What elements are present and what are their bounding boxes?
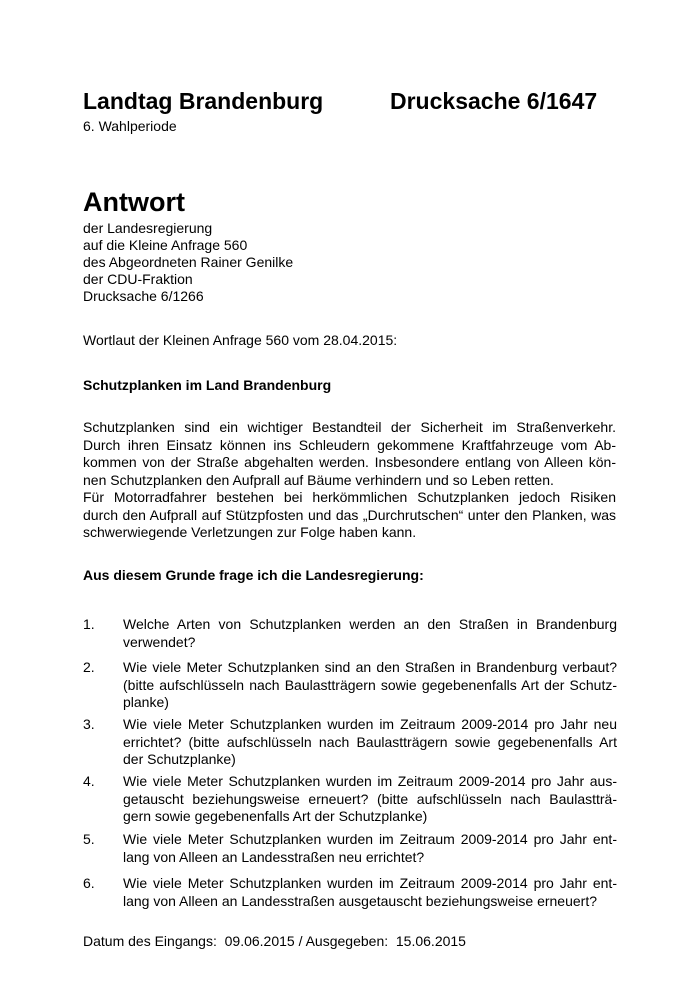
preamble-line: schwerwiegende Verletzungen zur Folge haben kann. (83, 524, 417, 540)
question-number: 4. (83, 773, 95, 789)
document-type-title: Antwort (83, 187, 185, 217)
inquiry-intro: Wortlaut der Kleinen Anfrage 560 vom 28.04.2015: (83, 332, 398, 348)
question-line: Wie viele Meter Schutzplanken wurden im Zeitraum 2009-2014 pro Jahr neu (123, 716, 617, 732)
answer-line: der CDU-Fraktion (83, 271, 193, 287)
preamble-line: Schutzplanken sind ein wichtiger Bestandteil der Sicherheit im Straßenverkehr. (83, 419, 616, 435)
question-line: lang von Alleen an Landesstraßen ausgetauscht beziehungsweise erneuert? (123, 892, 597, 909)
question-line: Wie viele Meter Schutzplanken wurden im Zeitraum 2009-2014 pro Jahr ent- (123, 831, 617, 847)
question-line: der Schutzplanke) (123, 751, 236, 767)
question-line: verwendet? (123, 633, 196, 650)
receipt-and-issue-dates: Datum des Eingangs: 09.06.2015 / Ausgegeben: 15.06.2015 (83, 933, 466, 949)
parliament-name: Landtag Brandenburg (83, 88, 324, 114)
preamble-line: kommen von der Straße abgehalten werden. Insbesondere entlang von Alleen kön- (83, 454, 616, 470)
question-line: lang von Alleen an Landesstraßen neu errichtet? (123, 848, 425, 865)
question-item (83, 875, 617, 911)
answer-details (83, 220, 293, 305)
question-line: Wie viele Meter Schutzplanken sind an den Straßen in Brandenburg verbaut? (123, 659, 617, 675)
preamble-paragraph (83, 419, 616, 542)
question-number: 5. (83, 831, 95, 847)
electoral-period: 6. Wahlperiode (83, 118, 177, 134)
question-line: planke) (123, 694, 169, 710)
question-line: getauscht beziehungsweise erneuert? (bitte aufschlüsseln nach Baulastträ- (123, 790, 617, 807)
question-item (83, 716, 617, 770)
question-line: errichtet? (bitte aufschlüsseln nach Baulastträgern sowie gegebenenfalls Art (123, 733, 617, 750)
question-line: gern sowie gegebenenfalls Art der Schutzplanke) (123, 808, 428, 824)
preamble-line: durch den Aufprall auf Stützpfosten und das „Durchrutschen“ unter den Planken, was (83, 506, 616, 523)
preamble-line: Für Motorradfahrer bestehen bei herkömmlichen Schutzplanken jedoch Risiken (83, 489, 616, 505)
question-number: 6. (83, 875, 95, 891)
question-line: Welche Arten von Schutzplanken werden an den Straßen in Brandenburg (123, 616, 617, 632)
document-number: Drucksache 6/1647 (390, 88, 598, 114)
answer-line: Drucksache 6/1266 (83, 288, 204, 304)
question-item (83, 831, 617, 867)
question-item (83, 616, 617, 650)
question-line: Wie viele Meter Schutzplanken wurden im Zeitraum 2009-2014 pro Jahr ent- (123, 875, 617, 891)
answer-line: der Landesregierung (83, 220, 213, 236)
questions-heading: Aus diesem Grunde frage ich die Landesregierung: (83, 567, 424, 583)
question-item (83, 773, 617, 827)
inquiry-subject: Schutzplanken im Land Brandenburg (83, 377, 332, 393)
preamble-line: Durch ihren Einsatz können ins Schleudern gekommene Kraftfahrzeuge vom Ab- (83, 436, 616, 453)
question-number: 3. (83, 716, 95, 732)
question-line: (bitte aufschlüsseln nach Baulastträgern sowie gegebenenfalls Art der Schutz- (123, 676, 617, 693)
answer-line: auf die Kleine Anfrage 560 (83, 237, 248, 253)
preamble-line: nen Schutzplanken den Aufprall auf Bäume verhindern und so Leben retten. (83, 471, 554, 488)
question-number: 1. (83, 616, 95, 632)
question-number: 2. (83, 659, 95, 675)
answer-line: des Abgeordneten Rainer Genilke (83, 254, 294, 270)
question-line: Wie viele Meter Schutzplanken wurden im Zeitraum 2009-2014 pro Jahr aus- (123, 773, 617, 789)
question-item (83, 659, 617, 713)
